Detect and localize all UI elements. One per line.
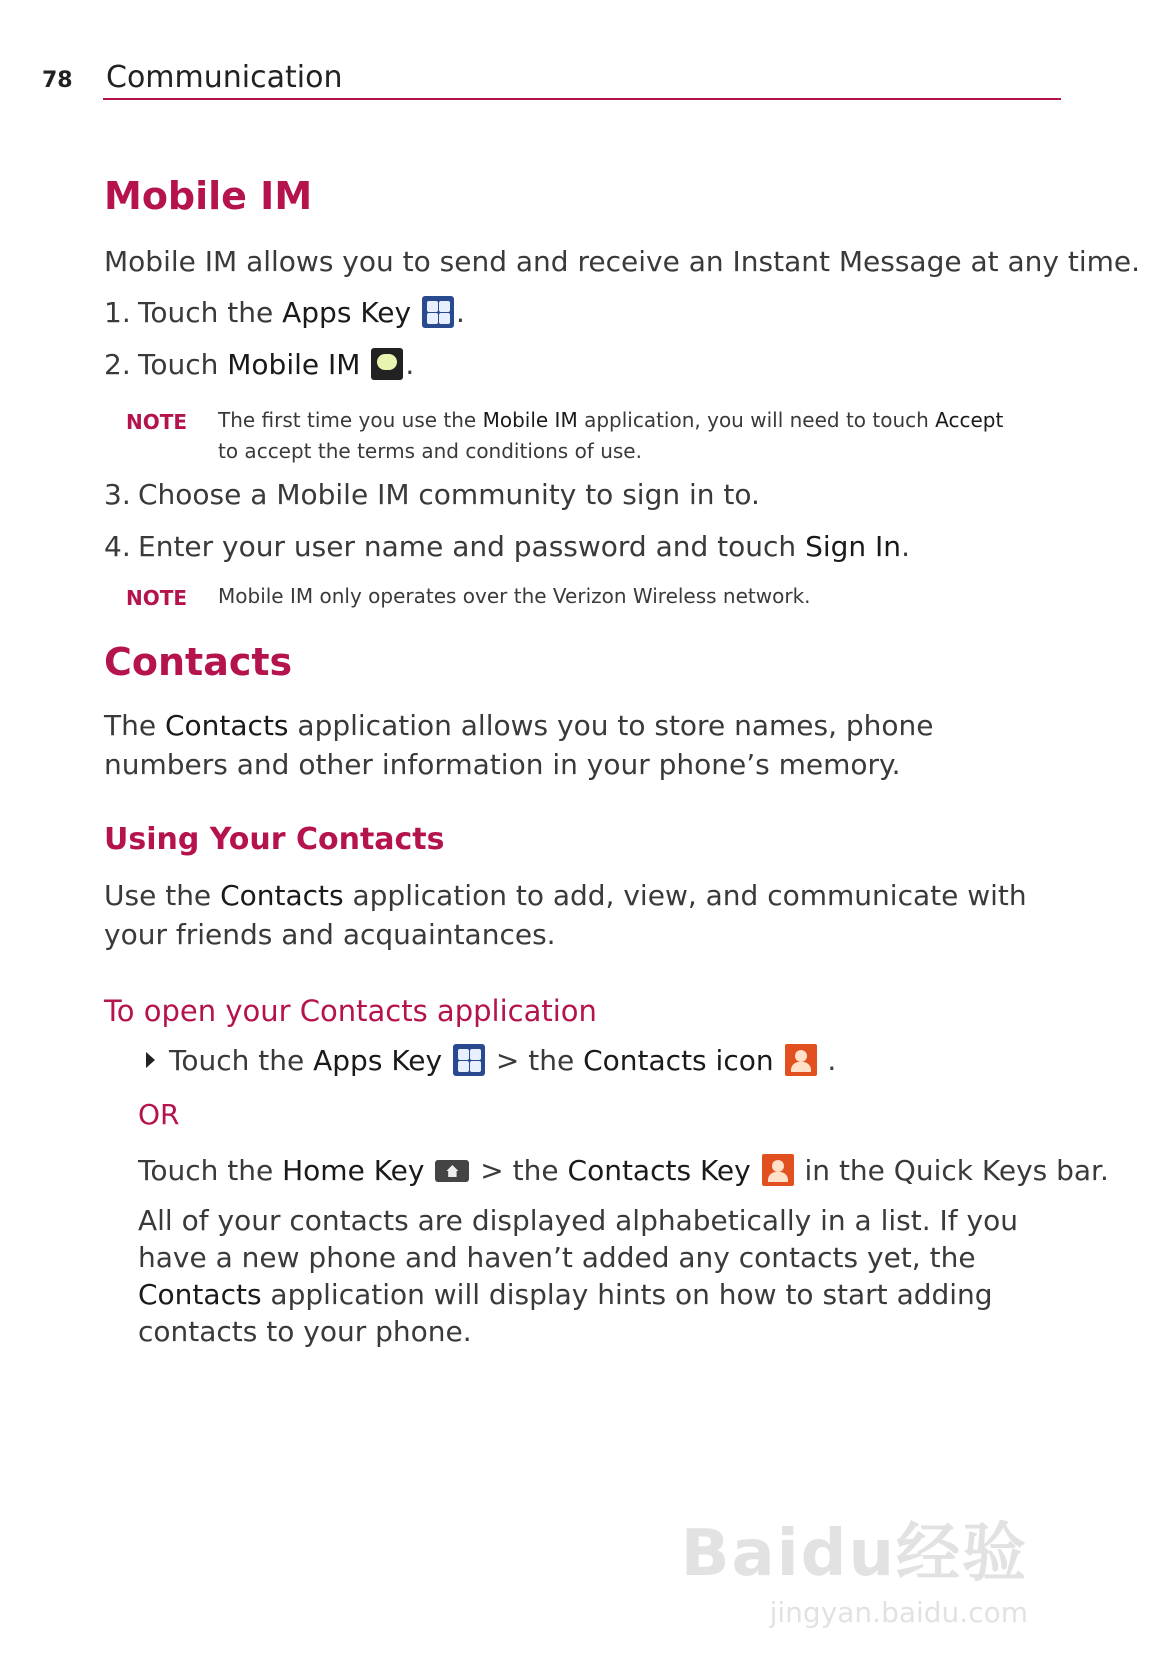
sign-in-label: Sign In: [805, 530, 902, 563]
contacts-heading: Contacts: [104, 640, 293, 684]
step-number: 4.: [104, 530, 131, 563]
apps-key-icon: [422, 296, 454, 328]
open-contacts-heading: To open your Contacts application: [104, 994, 597, 1028]
contacts-final-paragraph: All of your contacts are displayed alphabetically in a list. If you have a new phone and haven’t added any contacts yet, the Contacts application will display hints on how to start adding contacts to your phone.: [138, 1204, 1018, 1348]
step-text: Choose a Mobile IM community to sign in to.: [138, 478, 760, 511]
mobile-im-heading: Mobile IM: [104, 174, 313, 218]
note-text: Mobile IM only operates over the Verizon Wireless network.: [218, 584, 811, 608]
step-text: Enter your user name and password and touch: [138, 530, 806, 563]
step-text: Touch: [138, 348, 228, 381]
home-key-instruction: Touch the Home Key > the Contacts Key in the Quick Keys bar.: [138, 1154, 1109, 1187]
apps-key-icon: [453, 1044, 485, 1076]
step-number: 1.: [104, 296, 131, 329]
note-text: The first time you use the Mobile IM application, you will need to touch Accept to accept the terms and conditions of use.: [218, 408, 1004, 463]
step-3: [104, 478, 760, 511]
note-label: NOTE: [126, 586, 188, 610]
using-contacts-text: Use the Contacts application to add, view, and communicate with your friends and acquaintances.: [104, 879, 1027, 951]
baidu-watermark-url: jingyan.baidu.com: [769, 1596, 1028, 1629]
open-contacts-bullet: Touch the Apps Key > the Contacts icon .: [146, 1044, 836, 1077]
bullet-arrow-icon: [146, 1052, 155, 1068]
contacts-key-icon: [762, 1154, 794, 1186]
step-number: 2.: [104, 348, 131, 381]
note-label: NOTE: [126, 410, 188, 434]
page-number: 78: [42, 68, 73, 93]
home-key-icon: [435, 1160, 469, 1182]
mobile-im-icon: [371, 348, 403, 380]
section-header: Communication: [106, 60, 343, 95]
step-punct: .: [405, 348, 415, 381]
step-punct: .: [455, 296, 465, 329]
mobile-im-intro: Mobile IM allows you to send and receive an Instant Message at any time.: [104, 245, 1141, 278]
step-1: [104, 296, 465, 329]
header-rule: [103, 98, 1061, 100]
baidu-watermark: Baidu经验: [680, 1517, 1028, 1591]
step-text: Touch the: [138, 296, 283, 329]
apps-key-label: Apps Key: [282, 296, 412, 329]
step-4: 4. Enter your user name and password and touch Sign In.: [104, 530, 910, 563]
using-contacts-heading: Using Your Contacts: [104, 822, 445, 857]
mobile-im-label: Mobile IM: [227, 348, 361, 381]
step-number: 3.: [104, 478, 131, 511]
contacts-intro: The Contacts application allows you to store names, phone numbers and other information in your phone’s memory.: [104, 709, 934, 781]
or-label: OR: [138, 1098, 180, 1131]
contacts-icon: [785, 1044, 817, 1076]
step-2: [104, 348, 414, 381]
